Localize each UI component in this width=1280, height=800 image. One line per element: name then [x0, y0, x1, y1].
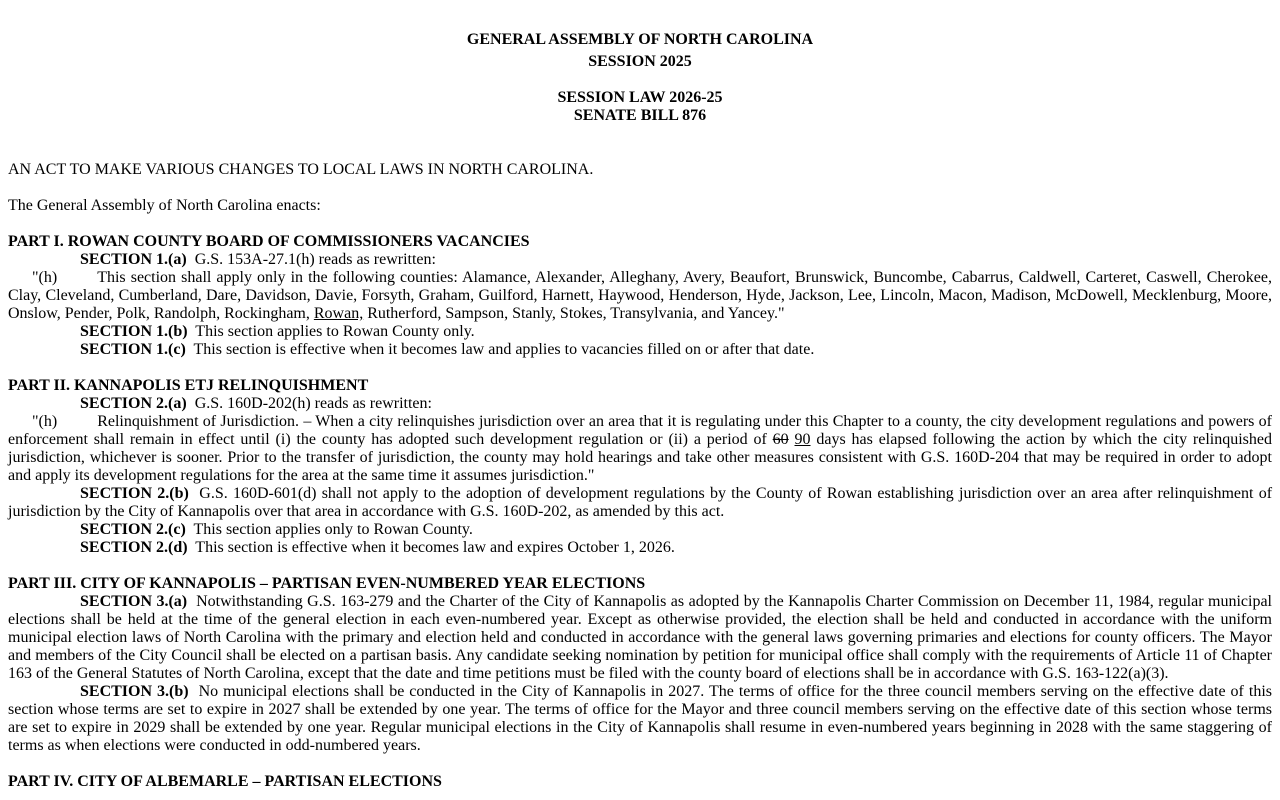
- section-1b-text: This section applies to Rowan County only.: [195, 323, 475, 340]
- section-2d-label: SECTION 2.(d): [80, 539, 188, 556]
- quote-text-before: Relinquishment of Jurisdiction. – When a city relinquishes jurisdiction over an area that it is regulating under this Chapter to a county, the city development regulations and powers of enforcement shall remain in effect until (i) the county has adopted such development regulation or (ii) a period of: [8, 413, 1272, 448]
- quote-text-before: This section shall apply only in the following counties: Alamance, Alexander, Alleghany, Avery, Beaufort, Brunswick, Buncombe, Cabarrus, Caldwell, Carteret, Caswell, Cherokee, Clay, Cleveland, Cumberland, Dare, Davidson, Davie, Forsyth, Graham, Guilford, Harnett, Haywood, Henderson, Hyde, Jackson, Lee, Lincoln, Macon, Madison, McDowell, Mecklenburg, Moore, Onslow, Pender, Polk, Randolph, Rockingham,: [8, 269, 1272, 322]
- section-2b: [8, 485, 1272, 521]
- act-title: AN ACT TO MAKE VARIOUS CHANGES TO LOCAL LAWS IN NORTH CAROLINA.: [8, 161, 594, 178]
- section-1b-label: SECTION 1.(b): [80, 323, 188, 340]
- section-1c-text: This section is effective when it becomes law and applies to vacancies filled on or after that date.: [193, 341, 815, 358]
- section-1c: [8, 341, 1272, 359]
- section-2c: [8, 521, 1272, 539]
- enacting-clause: The General Assembly of North Carolina enacts:: [8, 197, 321, 214]
- section-2c-text: This section applies only to Rowan County.: [193, 521, 473, 538]
- section-2b-label: SECTION 2.(b): [80, 485, 189, 502]
- deleted-text: 60: [772, 431, 789, 448]
- section-1a-text: G.S. 153A-27.1(h) reads as rewritten:: [194, 251, 436, 268]
- session-heading: SESSION 2025: [588, 53, 692, 70]
- section-2b-text: G.S. 160D-601(d) shall not apply to the adoption of development regulations by the County of Rowan establishing jurisdiction over an area after relinquishment of jurisdiction by the City of Kannapolis over that area in accordance with G.S. 160D-202, as amended by this act.: [8, 485, 1273, 520]
- section-1c-label: SECTION 1.(c): [80, 341, 186, 358]
- part-2-heading: PART II. KANNAPOLIS ETJ RELINQUISHMENT: [8, 377, 369, 394]
- section-1a: [8, 251, 1272, 269]
- bill-heading: SENATE BILL 876: [573, 107, 707, 124]
- quote-subsection-label: "(h): [32, 413, 58, 430]
- part-4-heading: PART IV. CITY OF ALBEMARLE – PARTISAN ELECTIONS: [8, 773, 442, 790]
- statute-quote-160d: [8, 413, 1272, 485]
- inserted-text: 90: [794, 431, 811, 448]
- part-1-heading: PART I. ROWAN COUNTY BOARD OF COMMISSIONERS VACANCIES: [8, 233, 530, 250]
- section-3a-text: Notwithstanding G.S. 163-279 and the Charter of the City of Kannapolis as adopted by the Kannapolis Charter Commission on December 11, 1984, regular municipal elections shall be held at the time of the general election in each even-numbered year. Except as otherwise provided, the election shall be held and conducted in accordance with the uniform municipal election laws of North Carolina with the primary and election held and conducted in accordance with the general laws governing primaries and elections for county officers. The Mayor and members of the City Council shall be elected on a partisan basis. Any candidate seeking nomination by petition for municipal office shall comply with the requirements of Article 11 of Chapter 163 of the General Statutes of North Carolina, except that the date and time petitions must be filed with the county board of elections shall be in accordance with G.S. 163-122(a)(3).: [8, 593, 1273, 682]
- section-2a: [8, 395, 1272, 413]
- quote-text-after: days has elapsed following the action by which the city relinquished jurisdiction, whichever is sooner. Prior to the transfer of jurisdiction, the county may hold hearings and take other measures consistent with G.S. 160D-204 that may be required in order to adopt and apply its development regulations for the area at the same time it assumes jurisdiction.": [8, 431, 1272, 484]
- part-3-heading: PART III. CITY OF KANNAPOLIS – PARTISAN EVEN-NUMBERED YEAR ELECTIONS: [8, 575, 646, 592]
- statute-quote-153a: [8, 269, 1272, 323]
- assembly-heading: GENERAL ASSEMBLY OF NORTH CAROLINA: [466, 31, 814, 48]
- section-2a-label: SECTION 2.(a): [80, 395, 187, 412]
- section-3b: [8, 683, 1272, 755]
- section-2d-text: This section is effective when it becomes law and expires October 1, 2026.: [195, 539, 675, 556]
- section-3a: [8, 593, 1272, 683]
- section-3b-label: SECTION 3.(b): [80, 683, 189, 700]
- inserted-text: Rowan,: [313, 305, 364, 322]
- session-law-heading: SESSION LAW 2026-25: [557, 89, 723, 106]
- section-1b: [8, 323, 1272, 341]
- section-2c-label: SECTION 2.(c): [80, 521, 186, 538]
- section-3b-text: No municipal elections shall be conducted in the City of Kannapolis in 2027. The terms of office for the three council members serving on the effective date of this section whose terms are set to expire in 2027 shall be extended by one year. The terms of office for the Mayor and three council members serving on the effective date of this section whose terms are set to expire in 2029 shall be extended by one year. Regular municipal elections in the City of Kannapolis shall resume in even-numbered years beginning in 2028 with the same staggering of terms as when elections were conducted in odd-numbered years.: [8, 683, 1273, 754]
- section-2a-text: G.S. 160D-202(h) reads as rewritten:: [194, 395, 432, 412]
- section-3a-label: SECTION 3.(a): [80, 593, 188, 610]
- section-1a-label: SECTION 1.(a): [80, 251, 187, 268]
- quote-subsection-label: "(h): [32, 269, 58, 286]
- section-2d: [8, 539, 1272, 557]
- quote-text-after: Rutherford, Sampson, Stanly, Stokes, Transylvania, and Yancey.": [367, 305, 785, 322]
